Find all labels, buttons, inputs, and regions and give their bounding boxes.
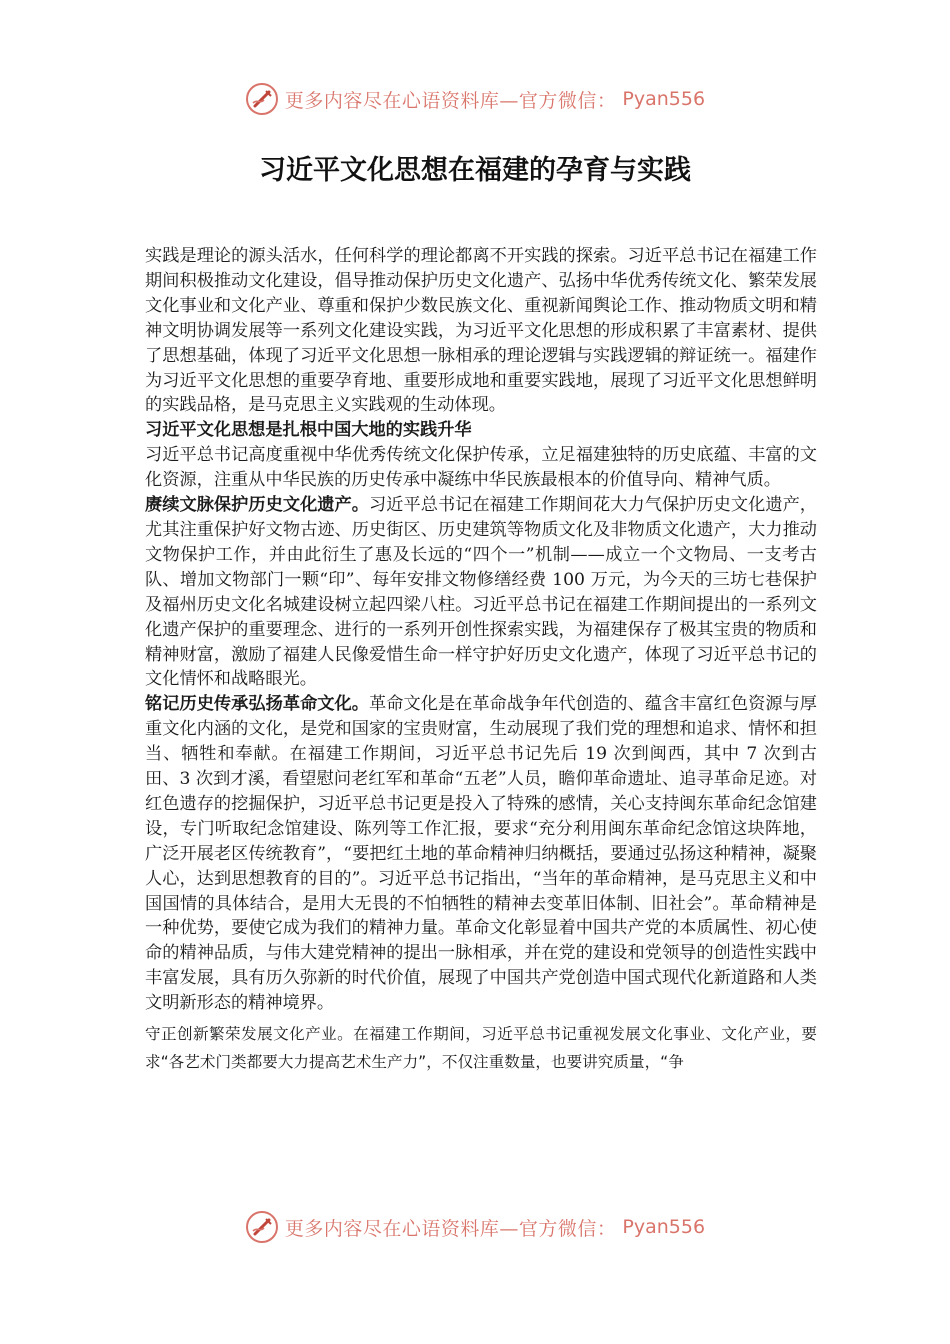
- intro-paragraph: 实践是理论的源头活水，任何科学的理论都离不开实践的探索。习近平总书记在福建工作期间积极推动文化建设，倡导推动保护历史文化遗产、弘扬中华优秀传统文化、繁荣发展文化事业和文化产业、尊重和保护少数民族文化、重视新闻舆论工作、推动物质文明和精神文明协调发展等一系列文化建设实践，为习近平文化思想的形成积累了丰富素材、提供了思想基础，体现了习近平文化思想一脉相承的理论逻辑与实践逻辑的辩证统一。福建作为习近平文化思想的重要孕育地、重要形成地和重要实践地，展现了习近平文化思想鲜明的实践品格，是马克思主义实践观的生动体现。: [145, 246, 817, 416]
- paragraph-lead: 守正创新繁荣发展文化产业。: [145, 1025, 354, 1044]
- page-title: 习近平文化思想在福建的孕育与实践: [259, 155, 691, 186]
- document-body: [145, 244, 817, 1076]
- paragraph-text: 在福建工作期间，习近平总书记重视发展文化事业、文化产业，要求“各艺术门类都要大力提高艺术生产力”，不仅注重数量，也要讲究质量，“争: [145, 1025, 817, 1072]
- section-intro-paragraph: 习近平总书记高度重视中华优秀传统文化保护传承，立足福建独特的历史底蕴、丰富的文化资源，注重从中华民族的历史传承中凝练中华民族最根本的价值导向、精神气质。: [145, 445, 817, 491]
- paragraph-lead: 赓续文脉保护历史文化遗产。: [145, 495, 370, 516]
- paragraph-lead: 铭记历史传承弘扬革命文化。: [145, 694, 370, 715]
- section-heading: 习近平文化思想是扎根中国大地的实践升华: [145, 420, 472, 441]
- paragraph-text: 革命文化是在革命战争年代创造的、蕴含丰富红色资源与厚重文化内涵的文化，是党和国家的宝贵财富，生动展现了我们党的理想和追求、情怀和担当、牺牲和奉献。在福建工作期间，习近平总书记先后 19 次到闽西，其中 7 次到古田、3 次到才溪，看望慰问老红军和革命“五老”人员，瞻仰革命遗址、追寻革命足迹。对红色遗存的挖掘保护，习近平总书记更是投入了特殊的感情，关心支持闽东革命纪念馆建设，专门听取纪念馆建设、陈列等工作汇报，要求“充分利用闽东革命纪念馆这块阵地，广泛开展老区传统教育”，“要把红土地的革命精神归纳概括，要通过弘扬这种精神，凝聚人心，达到思想教育的目的”。习近平总书记指出，“当年的革命精神，是马克思主义和中国国情的具体结合，是用大无畏的不怕牺牲的精神去变革旧体制、旧社会”。革命精神是一种优势，要使它成为我们的精神力量。革命文化彰显着中国共产党的本质属性、初心使命的精神品质，与伟大建党精神的提出一脉相承，并在党的建设和党领导的创造性实践中丰富发展，具有历久弥新的时代价值，展现了中国共产党创造中国式现代化新道路和人类文明新形态的精神境界。: [145, 694, 817, 1014]
- brand-logo-icon: [245, 82, 279, 116]
- footer-banner: [0, 1210, 950, 1250]
- banner-text: 更多内容尽在心语资料库—官方微信：: [284, 1217, 617, 1240]
- paragraph-revolution: [145, 692, 817, 1016]
- banner-wechat-id: Pyan556: [622, 1216, 706, 1238]
- brand-logo-icon: [245, 1210, 279, 1244]
- header-banner: [0, 82, 950, 122]
- banner-wechat-id: Pyan556: [622, 88, 706, 110]
- paragraph-industry: [145, 1020, 817, 1076]
- banner-text: 更多内容尽在心语资料库—官方微信：: [284, 89, 617, 112]
- paragraph-text: 习近平总书记在福建工作期间花大力气保护历史文化遗产，尤其注重保护好文物古迹、历史街区、历史建筑等物质文化及非物质文化遗产，大力推动文物保护工作，并由此衍生了惠及长远的“四个一”机制——成立一个文物局、一支考古队、增加文物部门一颗“印”、每年安排文物修缮经费 100 万元，为今天的三坊七巷保护及福州历史文化名城建设树立起四梁八柱。习近平总书记在福建工作期间提出的一系列文化遗产保护的重要理念、进行的一系列开创性探索实践，为福建保存了极其宝贵的物质和精神财富，激励了福建人民像爱惜生命一样守护好历史文化遗产，体现了习近平总书记的文化情怀和战略眼光。: [145, 495, 817, 690]
- paragraph-heritage: [145, 493, 817, 692]
